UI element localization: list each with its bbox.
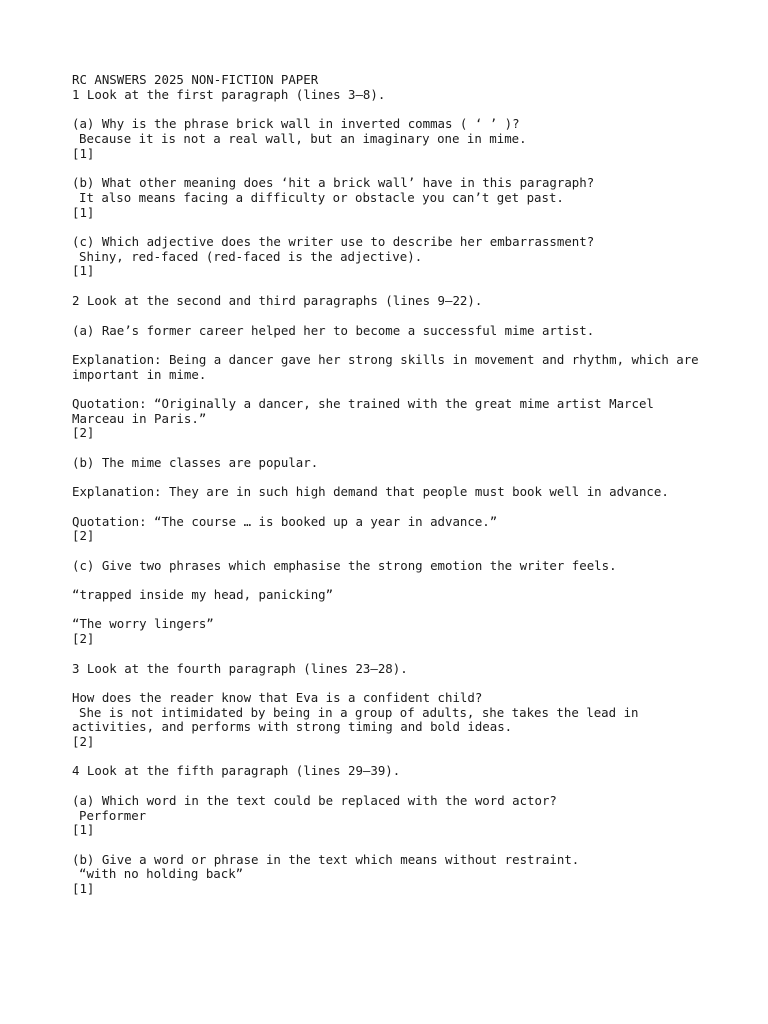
- q1c-mark: [1]: [72, 263, 95, 279]
- q1c-answer: Shiny, red-faced (red-faced is the adjective).: [79, 248, 423, 264]
- q1a-mark: [1]: [72, 145, 95, 161]
- q2a-mark: [2]: [72, 425, 95, 441]
- q1b-block: [72, 176, 712, 220]
- q1a-question: (a) Why is the phrase brick wall in inverted commas ( ‘ ’ )?: [72, 116, 520, 132]
- q4b-answer: “with no holding back”: [79, 866, 244, 882]
- q4a-answer: Performer: [79, 807, 147, 823]
- q2b-statement: (b) The mime classes are popular.: [72, 454, 319, 470]
- q4b-mark: [1]: [72, 881, 95, 897]
- q2b-quotation: Quotation: “The course … is booked up a year in advance.”: [72, 513, 498, 529]
- q4-heading: 4 Look at the fifth paragraph (lines 29–39).: [72, 763, 401, 779]
- q1b-mark: [1]: [72, 204, 95, 220]
- q2a-statement: (a) Rae’s former career helped her to become a successful mime artist.: [72, 322, 595, 338]
- q2a-explanation: Explanation: Being a dancer gave her strong skills in movement and rhythm, which are important in mime.: [72, 351, 707, 382]
- q4a-mark: [1]: [72, 822, 95, 838]
- q2c-question: (c) Give two phrases which emphasise the strong emotion the writer feels.: [72, 557, 617, 573]
- q2b-mark: [2]: [72, 528, 95, 544]
- q3-question: How does the reader know that Eva is a confident child?: [72, 689, 483, 705]
- q4b-question: (b) Give a word or phrase in the text which means without restraint.: [72, 851, 580, 867]
- q2c-phrase-block: [72, 617, 712, 646]
- document-title: RC ANSWERS 2025 NON-FICTION PAPER: [72, 72, 319, 87]
- q3-block: [72, 691, 712, 750]
- q3-answer: She is not intimidated by being in a group of adults, she takes the lead in activities, and performs with strong timing and bold ideas.: [72, 704, 646, 735]
- q1b-answer: It also means facing a difficulty or obstacle you can’t get past.: [79, 189, 564, 205]
- q2c-phrase-1: “trapped inside my head, panicking”: [72, 587, 334, 603]
- q4a-block: [72, 794, 712, 838]
- q1c-question: (c) Which adjective does the writer use to describe her embarrassment?: [72, 234, 595, 249]
- q2c-phrase-2: “The worry lingers”: [72, 616, 214, 632]
- q4b-block: [72, 853, 712, 897]
- q2a-quotation: Quotation: “Originally a dancer, she trained with the great mime artist Marcel Marceau in Paris.”: [72, 395, 662, 426]
- q2b-explanation: Explanation: They are in such high demand that people must book well in advance.: [72, 484, 669, 500]
- q2c-mark: [2]: [72, 631, 95, 647]
- q3-heading: 3 Look at the fourth paragraph (lines 23–28).: [72, 660, 408, 676]
- q1-heading: 1 Look at the first paragraph (lines 3–8).: [72, 86, 386, 102]
- q1a-answer: Because it is not a real wall, but an imaginary one in mime.: [79, 131, 527, 147]
- q2a-quote-block: [72, 397, 712, 441]
- q1a-block: [72, 117, 712, 161]
- q2-heading: 2 Look at the second and third paragraphs (lines 9–22).: [72, 292, 483, 308]
- q1b-question: (b) What other meaning does ‘hit a brick wall’ have in this paragraph?: [72, 175, 595, 191]
- q2b-quote-block: [72, 515, 712, 544]
- q3-mark: [2]: [72, 734, 95, 750]
- q4a-question: (a) Which word in the text could be replaced with the word actor?: [72, 792, 557, 808]
- q1c-block: [72, 235, 712, 279]
- document-page: [72, 73, 712, 911]
